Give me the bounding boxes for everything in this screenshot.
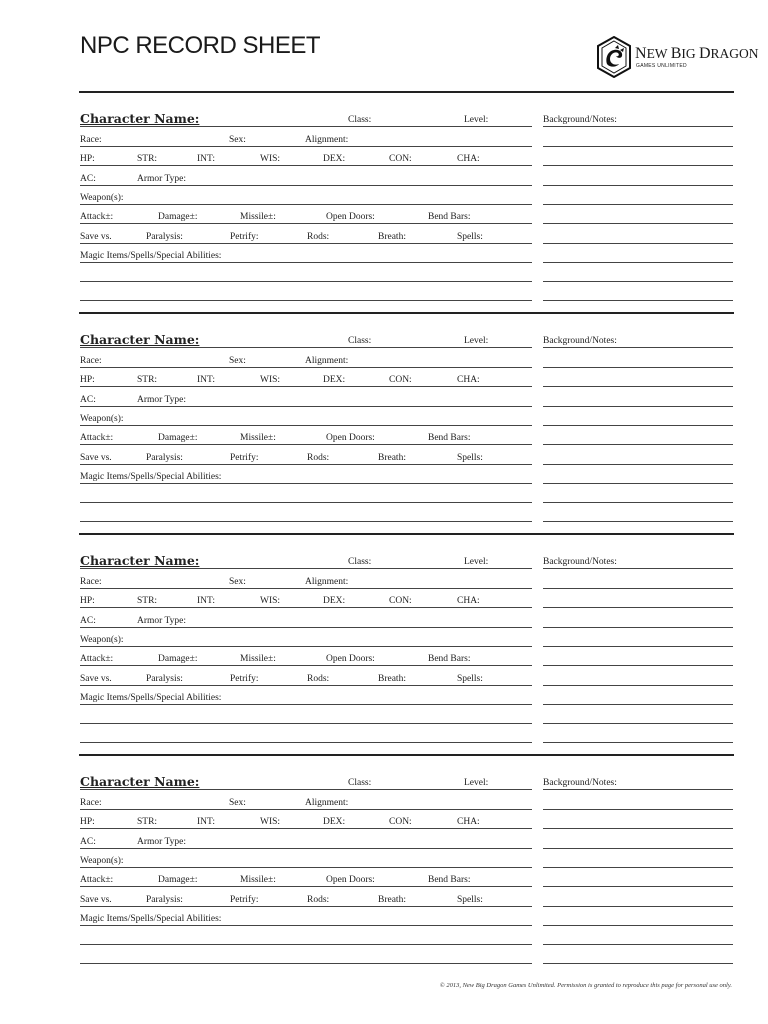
name-class-level-row[interactable] xyxy=(80,112,532,127)
con-label: CON: xyxy=(389,153,412,164)
armor-type-label: Armor Type: xyxy=(137,836,187,847)
saves-row[interactable] xyxy=(80,892,532,907)
notes-line[interactable] xyxy=(543,795,733,810)
notes-line[interactable] xyxy=(543,411,733,426)
race-sex-alignment-row[interactable] xyxy=(80,132,532,147)
hp-label: HP: xyxy=(80,153,95,164)
notes-line[interactable] xyxy=(543,132,733,147)
rods-label: Rods: xyxy=(307,673,330,684)
breath-label: Breath: xyxy=(378,894,406,905)
race-label: Race: xyxy=(80,576,102,587)
hp-label: HP: xyxy=(80,595,95,606)
level-label: Level: xyxy=(464,556,489,567)
paralysis-label: Paralysis: xyxy=(146,894,183,905)
sex-label: Sex: xyxy=(229,134,246,145)
dragon-shield-icon xyxy=(596,36,632,78)
notes-line[interactable] xyxy=(543,651,733,666)
weapons-row[interactable] xyxy=(80,632,532,647)
brand-subtitle: GAMES UNLIMITED xyxy=(636,63,687,69)
notes-line[interactable] xyxy=(543,286,733,301)
missile-label: Missile±: xyxy=(240,653,276,664)
hp-label: HP: xyxy=(80,374,95,385)
wis-label: WIS: xyxy=(260,153,281,164)
str-label: STR: xyxy=(137,816,158,827)
class-label: Class: xyxy=(348,335,372,346)
notes-line[interactable] xyxy=(543,632,733,647)
open-doors-label: Open Doors: xyxy=(326,432,375,443)
copyright-notice: © 2013, New Big Dragon Games Unlimited. Permission is granted to reproduce this page for personal use only. xyxy=(439,982,732,989)
brand-logo xyxy=(596,36,759,78)
attack-label: Attack±: xyxy=(80,432,114,443)
class-label: Class: xyxy=(348,114,372,125)
int-label: INT: xyxy=(197,374,215,385)
ac-armor-row[interactable] xyxy=(80,171,532,186)
blank-line[interactable] xyxy=(80,949,532,964)
name-class-level-row[interactable] xyxy=(80,554,532,569)
attack-label: Attack±: xyxy=(80,211,114,222)
missile-label: Missile±: xyxy=(240,874,276,885)
wis-label: WIS: xyxy=(260,816,281,827)
str-label: STR: xyxy=(137,153,158,164)
rods-label: Rods: xyxy=(307,231,330,242)
breath-label: Breath: xyxy=(378,452,406,463)
dex-label: DEX: xyxy=(323,153,346,164)
blank-line[interactable] xyxy=(80,286,532,301)
spells-label: Spells: xyxy=(457,452,483,463)
background-notes-label: Background/Notes: xyxy=(543,777,617,788)
open-doors-label: Open Doors: xyxy=(326,211,375,222)
name-class-level-row[interactable] xyxy=(80,333,532,348)
level-label: Level: xyxy=(464,777,489,788)
blank-line[interactable] xyxy=(80,728,532,743)
ac-label: AC: xyxy=(80,615,96,626)
blank-line[interactable] xyxy=(80,507,532,522)
header-divider xyxy=(79,91,734,93)
magic-items-label: Magic Items/Spells/Special Abilities: xyxy=(80,471,222,482)
magic-items-row[interactable] xyxy=(80,690,532,705)
notes-line[interactable] xyxy=(543,949,733,964)
spells-label: Spells: xyxy=(457,894,483,905)
save-vs-label: Save vs. xyxy=(80,894,112,905)
dex-label: DEX: xyxy=(323,595,346,606)
magic-items-row[interactable] xyxy=(80,248,532,263)
open-doors-label: Open Doors: xyxy=(326,653,375,664)
rods-label: Rods: xyxy=(307,894,330,905)
damage-label: Damage±: xyxy=(158,432,198,443)
notes-line[interactable] xyxy=(543,430,733,445)
notes-line[interactable] xyxy=(543,671,733,686)
dex-label: DEX: xyxy=(323,816,346,827)
notes-line[interactable] xyxy=(543,728,733,743)
damage-label: Damage±: xyxy=(158,874,198,885)
notes-header-row[interactable] xyxy=(543,554,733,569)
notes-line[interactable] xyxy=(543,209,733,224)
notes-line[interactable] xyxy=(543,834,733,849)
sex-label: Sex: xyxy=(229,797,246,808)
int-label: INT: xyxy=(197,595,215,606)
notes-line[interactable] xyxy=(543,353,733,368)
npc-record-1 xyxy=(0,111,768,311)
background-notes-label: Background/Notes: xyxy=(543,335,617,346)
notes-line[interactable] xyxy=(543,248,733,263)
alignment-label: Alignment: xyxy=(305,355,349,366)
notes-line[interactable] xyxy=(543,190,733,205)
alignment-label: Alignment: xyxy=(305,134,349,145)
attack-label: Attack±: xyxy=(80,653,114,664)
ac-label: AC: xyxy=(80,836,96,847)
background-notes-label: Background/Notes: xyxy=(543,114,617,125)
notes-line[interactable] xyxy=(543,872,733,887)
character-name-label: Character Name: xyxy=(80,331,200,347)
magic-items-row[interactable] xyxy=(80,911,532,926)
weapons-label: Weapon(s): xyxy=(80,634,124,645)
notes-line[interactable] xyxy=(543,574,733,589)
background-notes-label: Background/Notes: xyxy=(543,556,617,567)
brand-letter-b: B xyxy=(670,45,682,62)
missile-label: Missile±: xyxy=(240,432,276,443)
notes-line[interactable] xyxy=(543,372,733,387)
weapons-row[interactable] xyxy=(80,853,532,868)
npc-record-3 xyxy=(0,553,768,753)
ac-armor-row[interactable] xyxy=(80,392,532,407)
damage-label: Damage±: xyxy=(158,211,198,222)
notes-line[interactable] xyxy=(543,613,733,628)
notes-line[interactable] xyxy=(543,450,733,465)
bend-bars-label: Bend Bars: xyxy=(428,211,471,222)
attack-label: Attack±: xyxy=(80,874,114,885)
bend-bars-label: Bend Bars: xyxy=(428,432,471,443)
record-divider xyxy=(79,312,734,314)
notes-line[interactable] xyxy=(543,151,733,166)
notes-header-row[interactable] xyxy=(543,333,733,348)
sex-label: Sex: xyxy=(229,576,246,587)
ability-scores-row[interactable] xyxy=(80,593,532,608)
brand-name xyxy=(635,46,759,62)
con-label: CON: xyxy=(389,374,412,385)
weapons-row[interactable] xyxy=(80,190,532,205)
save-vs-label: Save vs. xyxy=(80,231,112,242)
record-divider xyxy=(79,533,734,535)
wis-label: WIS: xyxy=(260,595,281,606)
saves-row[interactable] xyxy=(80,671,532,686)
ac-label: AC: xyxy=(80,173,96,184)
notes-line[interactable] xyxy=(543,507,733,522)
brand-word-ig: IG xyxy=(681,46,699,61)
str-label: STR: xyxy=(137,374,158,385)
paralysis-label: Paralysis: xyxy=(146,231,183,242)
brand-letter-n: N xyxy=(635,45,647,62)
combat-row[interactable] xyxy=(80,651,532,666)
race-sex-alignment-row[interactable] xyxy=(80,353,532,368)
cha-label: CHA: xyxy=(457,595,480,606)
page-title: NPC RECORD SHEET xyxy=(80,32,321,59)
armor-type-label: Armor Type: xyxy=(137,615,187,626)
notes-line[interactable] xyxy=(543,892,733,907)
notes-line[interactable] xyxy=(543,593,733,608)
race-sex-alignment-row[interactable] xyxy=(80,574,532,589)
ac-armor-row[interactable] xyxy=(80,613,532,628)
bend-bars-label: Bend Bars: xyxy=(428,653,471,664)
ability-scores-row[interactable] xyxy=(80,372,532,387)
dex-label: DEX: xyxy=(323,374,346,385)
notes-header-row[interactable] xyxy=(543,112,733,127)
notes-line[interactable] xyxy=(543,911,733,926)
blank-line[interactable] xyxy=(80,930,532,945)
race-label: Race: xyxy=(80,134,102,145)
breath-label: Breath: xyxy=(378,231,406,242)
paralysis-label: Paralysis: xyxy=(146,452,183,463)
petrify-label: Petrify: xyxy=(230,894,259,905)
con-label: CON: xyxy=(389,816,412,827)
petrify-label: Petrify: xyxy=(230,673,259,684)
record-divider xyxy=(79,754,734,756)
missile-label: Missile±: xyxy=(240,211,276,222)
cha-label: CHA: xyxy=(457,374,480,385)
name-class-level-row[interactable] xyxy=(80,775,532,790)
notes-line[interactable] xyxy=(543,267,733,282)
notes-line[interactable] xyxy=(543,488,733,503)
race-label: Race: xyxy=(80,797,102,808)
race-sex-alignment-row[interactable] xyxy=(80,795,532,810)
save-vs-label: Save vs. xyxy=(80,673,112,684)
notes-header-row[interactable] xyxy=(543,775,733,790)
character-name-label: Character Name: xyxy=(80,552,200,568)
class-label: Class: xyxy=(348,556,372,567)
brand-word-ew: EW xyxy=(646,46,671,61)
paralysis-label: Paralysis: xyxy=(146,673,183,684)
combat-row[interactable] xyxy=(80,430,532,445)
ac-armor-row[interactable] xyxy=(80,834,532,849)
level-label: Level: xyxy=(464,114,489,125)
notes-line[interactable] xyxy=(543,814,733,829)
alignment-label: Alignment: xyxy=(305,576,349,587)
class-label: Class: xyxy=(348,777,372,788)
race-label: Race: xyxy=(80,355,102,366)
character-name-label: Character Name: xyxy=(80,773,200,789)
saves-row[interactable] xyxy=(80,450,532,465)
brand-letter-d: D xyxy=(698,45,711,62)
notes-line[interactable] xyxy=(543,469,733,484)
magic-items-label: Magic Items/Spells/Special Abilities: xyxy=(80,692,222,703)
ability-scores-row[interactable] xyxy=(80,151,532,166)
npc-record-2 xyxy=(0,332,768,532)
spells-label: Spells: xyxy=(457,673,483,684)
notes-line[interactable] xyxy=(543,930,733,945)
magic-items-label: Magic Items/Spells/Special Abilities: xyxy=(80,913,222,924)
weapons-label: Weapon(s): xyxy=(80,413,124,424)
armor-type-label: Armor Type: xyxy=(137,394,187,405)
rods-label: Rods: xyxy=(307,452,330,463)
notes-line[interactable] xyxy=(543,853,733,868)
ac-label: AC: xyxy=(80,394,96,405)
notes-line[interactable] xyxy=(543,690,733,705)
notes-line[interactable] xyxy=(543,171,733,186)
cha-label: CHA: xyxy=(457,153,480,164)
int-label: INT: xyxy=(197,153,215,164)
cha-label: CHA: xyxy=(457,816,480,827)
npc-record-4 xyxy=(0,774,768,974)
saves-row[interactable] xyxy=(80,229,532,244)
hp-label: HP: xyxy=(80,816,95,827)
petrify-label: Petrify: xyxy=(230,452,259,463)
open-doors-label: Open Doors: xyxy=(326,874,375,885)
ability-scores-row[interactable] xyxy=(80,814,532,829)
level-label: Level: xyxy=(464,335,489,346)
con-label: CON: xyxy=(389,595,412,606)
breath-label: Breath: xyxy=(378,673,406,684)
combat-row[interactable] xyxy=(80,209,532,224)
save-vs-label: Save vs. xyxy=(80,452,112,463)
weapons-label: Weapon(s): xyxy=(80,192,124,203)
armor-type-label: Armor Type: xyxy=(137,173,187,184)
str-label: STR: xyxy=(137,595,158,606)
blank-line[interactable] xyxy=(80,488,532,503)
petrify-label: Petrify: xyxy=(230,231,259,242)
notes-line[interactable] xyxy=(543,392,733,407)
magic-items-label: Magic Items/Spells/Special Abilities: xyxy=(80,250,222,261)
wis-label: WIS: xyxy=(260,374,281,385)
combat-row[interactable] xyxy=(80,872,532,887)
damage-label: Damage±: xyxy=(158,653,198,664)
character-name-label: Character Name: xyxy=(80,110,200,126)
weapons-label: Weapon(s): xyxy=(80,855,124,866)
blank-line[interactable] xyxy=(80,267,532,282)
spells-label: Spells: xyxy=(457,231,483,242)
int-label: INT: xyxy=(197,816,215,827)
sex-label: Sex: xyxy=(229,355,246,366)
brand-word-ragon: RAGON xyxy=(710,46,759,61)
blank-line[interactable] xyxy=(80,709,532,724)
weapons-row[interactable] xyxy=(80,411,532,426)
bend-bars-label: Bend Bars: xyxy=(428,874,471,885)
notes-line[interactable] xyxy=(543,709,733,724)
notes-line[interactable] xyxy=(543,229,733,244)
alignment-label: Alignment: xyxy=(305,797,349,808)
magic-items-row[interactable] xyxy=(80,469,532,484)
